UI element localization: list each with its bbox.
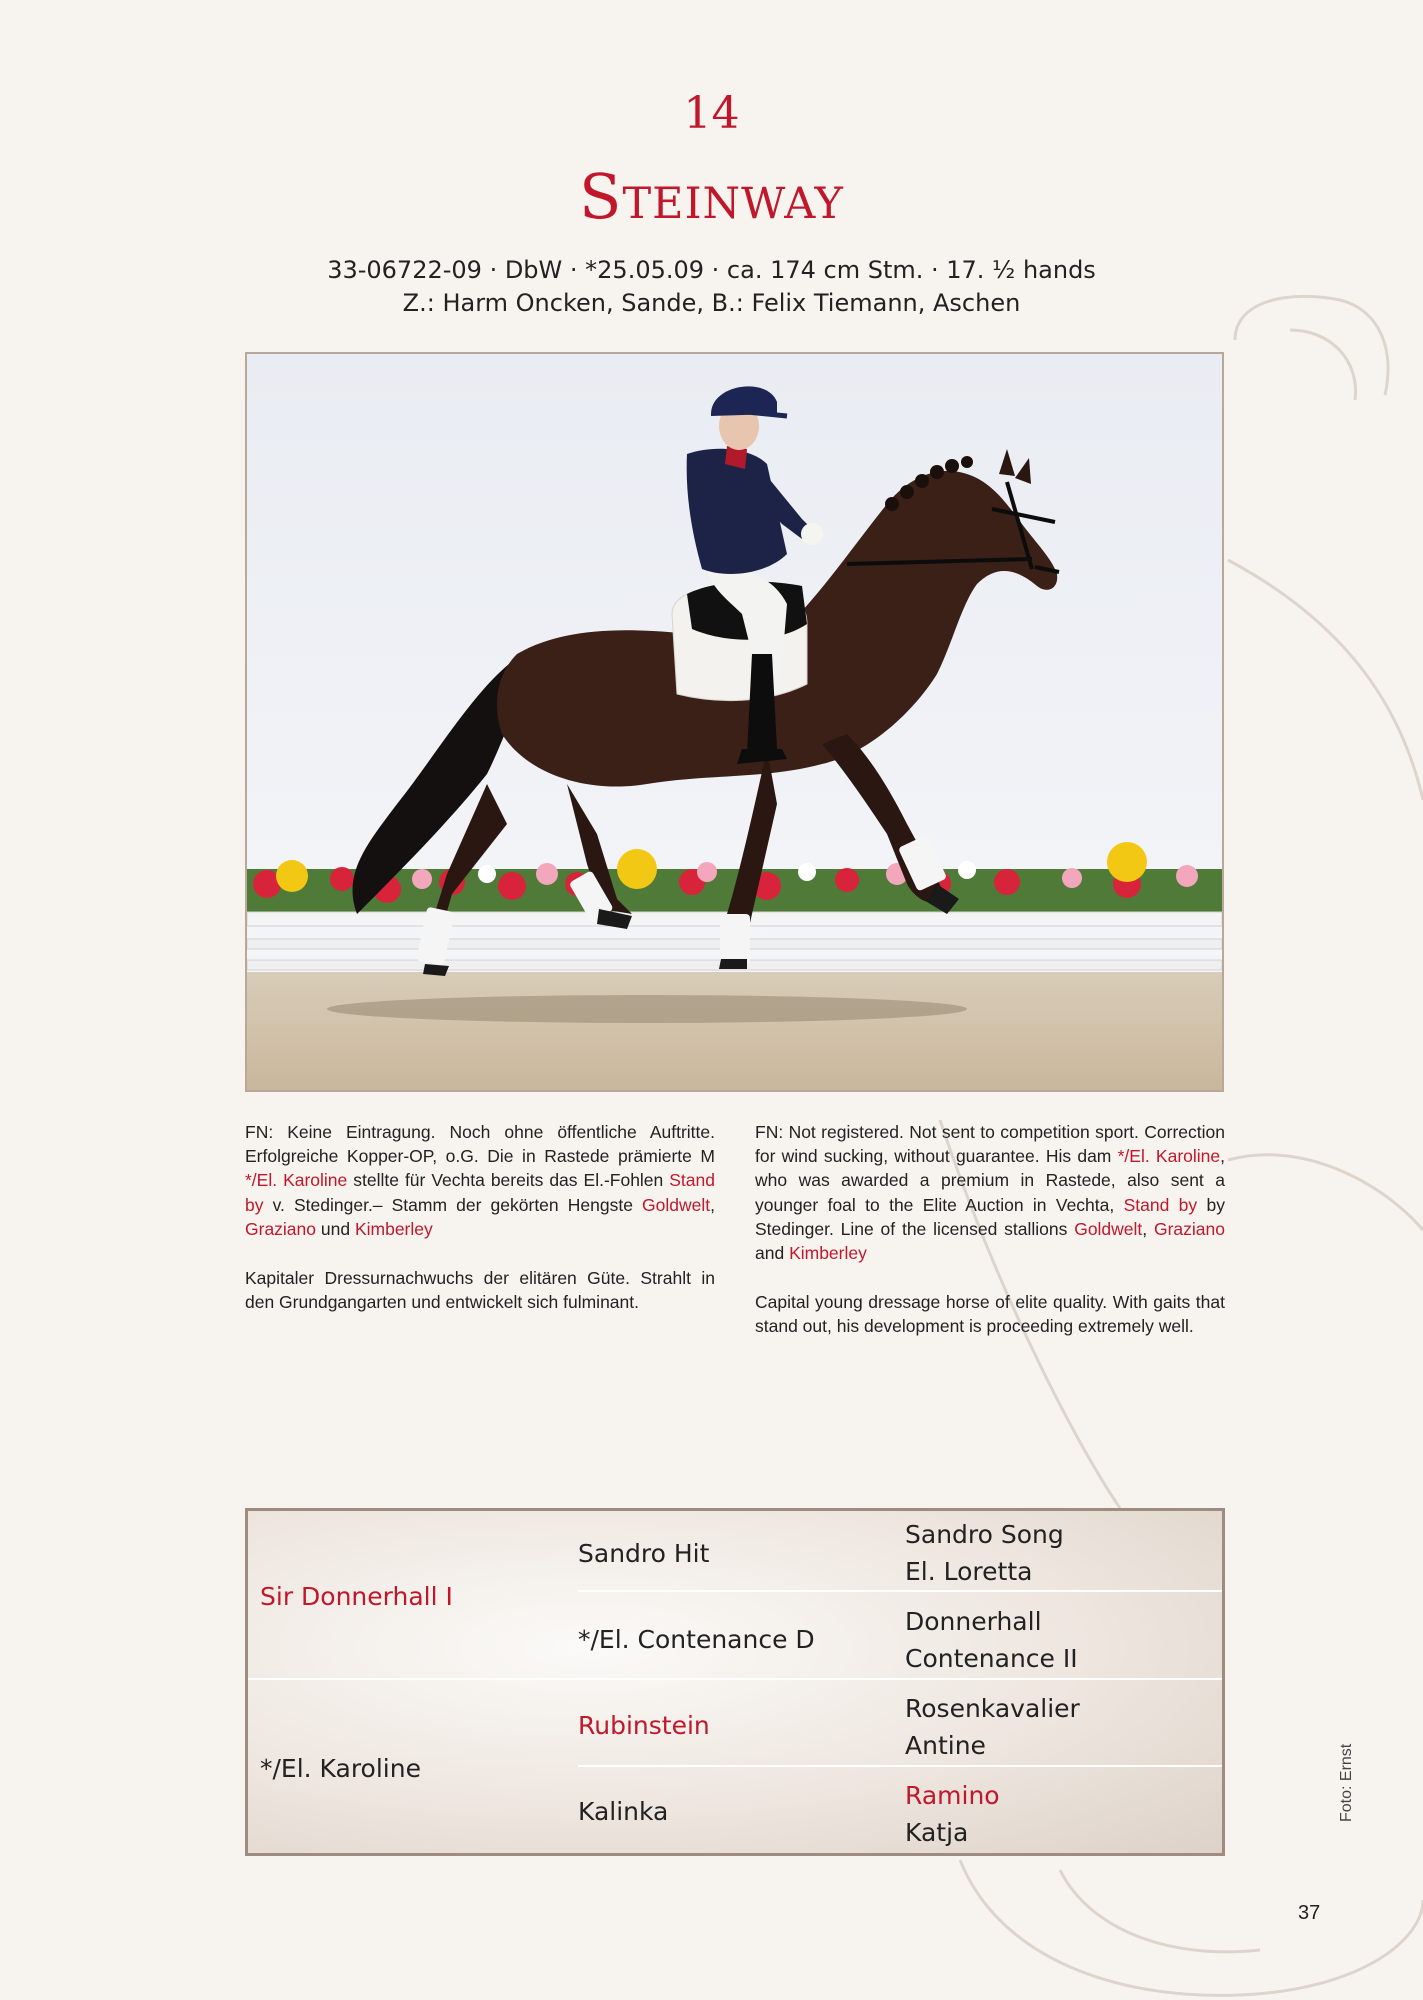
pedigree-divider-lower [578,1765,1222,1767]
description-german-highlight: Kimberley [354,1218,433,1239]
pedigree-divider-upper [578,1590,1222,1592]
page-number: 37 [1298,1902,1321,1924]
breeder-owner: Z.: Harm Oncken, Sande, B.: Felix Tiemann, Aschen [402,289,1021,317]
pedigree-dds: Ramino [905,1781,1000,1810]
description-german-highlight: Stand by [245,1170,715,1215]
description-german-highlight: Goldwelt [642,1194,711,1215]
pedigree-sire-sire: Sandro Hit [578,1539,710,1568]
description-german-text: stellte für Vechta bereits das El.-Fohlen [347,1170,670,1191]
pedigree-divider-main [248,1678,1222,1680]
description-german-highlight: */El. Karoline [245,1170,348,1191]
description-german-text: und [316,1218,355,1239]
pedigree-sss: Sandro Song [905,1520,1064,1549]
description-german [245,1120,715,1339]
description-english [755,1120,1225,1364]
pedigree-dsd: Antine [905,1731,986,1760]
description-german-text: , [710,1194,715,1215]
photo-credit: Foto: Ernst [1338,1743,1355,1822]
lot-number: 14 [683,88,740,139]
description-english-highlight: */El. Karoline [1117,1146,1221,1167]
description-english-text: FN: Not registered. Not sent to competition sport. Correction for wind sucking, without guarantee. His dam [755,1122,1225,1167]
pedigree-dss: Rosenkavalier [905,1694,1080,1723]
description-english-text: , [1142,1218,1154,1239]
pedigree-dam: */El. Karoline [260,1754,421,1783]
horse-photo-illustration [247,354,1222,1090]
horse-details: 33-06722-09 · DbW · *25.05.09 · ca. 174 cm Stm. · 17. ½ hands [327,256,1096,284]
horse-name: Steinway [579,160,844,233]
description-english-p1 [755,1120,1225,1265]
pedigree-sire: Sir Donnerhall I [260,1582,453,1611]
pedigree-sdd: Contenance II [905,1644,1078,1673]
description-german-p1 [245,1120,715,1241]
pedigree-dam-dam: Kalinka [578,1797,669,1826]
description-english-text: , who was awarded a premium in Rastede, also sent a younger foal to the Elite Auction in Vechta, [755,1146,1226,1215]
pedigree-dam-sire: Rubinstein [578,1711,710,1740]
pedigree-ssd: El. Loretta [905,1557,1033,1586]
description-english-highlight: Stand by [1123,1194,1198,1215]
description-english-highlight: Goldwelt [1074,1218,1143,1239]
pedigree-sds: Donnerhall [905,1607,1042,1636]
description-german-text: v. Stedinger.– Stamm der gekörten Hengste [263,1194,643,1215]
description-german-text: FN: Keine Eintragung. Noch ohne öffentliche Auftritte. Erfolgreiche Kopper-OP, o.G. Die in Rastede prämierte M [245,1122,715,1167]
description-german-p2: Kapitaler Dressurnachwuchs der elitären Güte. Strahlt in den Grundgangarten und entwickelt sich fulminant. [245,1268,715,1313]
description-english-text: by Stedinger. Line of the licensed stallions [755,1194,1225,1239]
pedigree-sire-dam: */El. Contenance D [578,1625,815,1654]
description-english-p2: Capital young dressage horse of elite quality. With gaits that stand out, his development is proceeding extremely well. [755,1292,1225,1337]
description-english-text: and [755,1243,790,1264]
horse-photo [245,352,1224,1092]
description-english-highlight: Graziano [1153,1218,1225,1239]
description-english-highlight: Kimberley [789,1243,867,1264]
pedigree-ddd: Katja [905,1818,969,1847]
description-german-highlight: Graziano [245,1218,317,1239]
pedigree-table [245,1508,1225,1856]
